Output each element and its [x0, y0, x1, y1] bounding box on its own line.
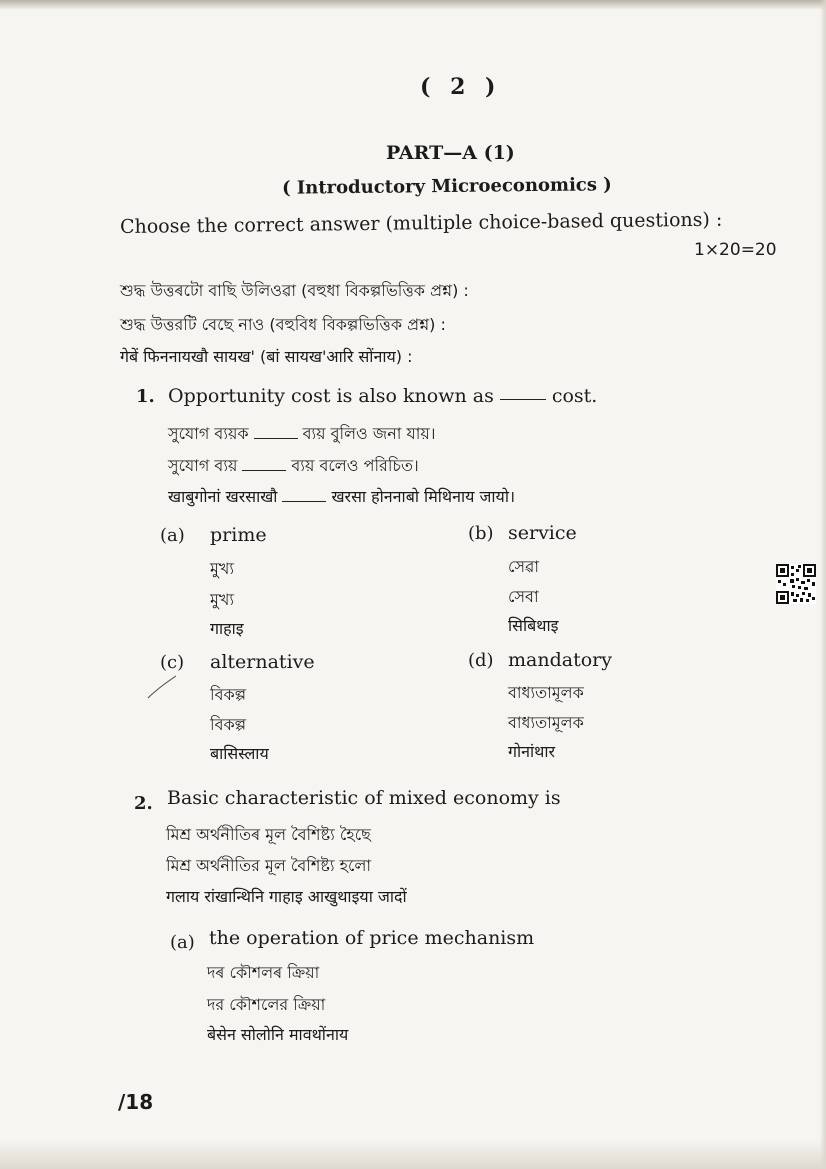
marks-allocation: 1×20=20: [694, 240, 777, 260]
option-b-translation-bengali: সেবা: [508, 587, 539, 606]
answer-blank: [254, 438, 298, 439]
translation-before: সুযোগ ব্যয়: [168, 456, 238, 475]
option-a-letter: (a): [160, 525, 185, 546]
part-title: PART—A (1): [386, 142, 515, 164]
page-top-shadow: [0, 0, 826, 10]
option-d-translation-bodo: गोनांथार: [508, 742, 556, 761]
question-1-text: [168, 385, 597, 407]
question-1-text-after: cost.: [551, 385, 598, 407]
section-subtitle: ( Introductory Microeconomics ): [281, 174, 612, 199]
page-bottom-shadow: [0, 1139, 826, 1169]
option-a-translation-bengali: মুখ্য: [210, 590, 235, 609]
footer-page-code: /18: [118, 1090, 154, 1114]
option-a-text: prime: [210, 524, 267, 546]
q2-option-a-text: the operation of price mechanism: [209, 927, 535, 949]
option-d-translation-bengali: বাধ্যতামূলক: [508, 713, 584, 732]
question-1-translation-bodo: [168, 485, 515, 507]
pen-stroke-mark: [146, 672, 182, 700]
instruction-bengali: শুদ্ধ উত্তরটি বেছে নাও (বহুবিধ বিকল্পভিত্তিক প্রশ্ন) :: [120, 315, 446, 334]
option-c-translation-assamese: বিকল্প: [210, 685, 247, 704]
option-d-letter: (d): [468, 650, 494, 671]
option-c-text: alternative: [210, 651, 315, 673]
page-number: ( 2 ): [420, 74, 502, 100]
option-a-translation-assamese: মুখ্য: [210, 559, 235, 578]
question-2-translation-bengali: মিশ্র অর্থনীতির মূল বৈশিষ্ট্য হলো: [166, 856, 372, 875]
question-2-text: Basic characteristic of mixed economy is: [167, 787, 561, 809]
option-c-translation-bengali: বিকল্প: [210, 715, 247, 734]
q2-option-a-translation-assamese: দৰ কৌশলৰ ক্ৰিয়া: [207, 963, 320, 982]
instruction-assamese: শুদ্ধ উত্তৰটো বাছি উলিওৱা (বহুধা বিকল্পভিত্তিক প্ৰশ্ন) :: [120, 281, 469, 300]
page-right-edge: [820, 0, 826, 1169]
translation-after: खरसा होननाबो मिथिनाय जायो।: [331, 487, 516, 506]
question-2-number: 2.: [134, 793, 153, 814]
instruction-english: Choose the correct answer (multiple choice-based questions) :: [119, 208, 723, 238]
question-1-text-before: Opportunity cost is also known as: [168, 385, 494, 407]
option-a-translation-bodo: गाहाइ: [210, 619, 244, 638]
option-b-translation-assamese: সেৱা: [508, 557, 540, 576]
translation-before: সুযোগ ব্যয়ক: [168, 424, 249, 443]
option-b-letter: (b): [468, 523, 494, 544]
translation-after: ব্যয় বলেও পরিচিত।: [291, 456, 419, 475]
option-b-text: service: [508, 522, 577, 544]
instruction-bodo: गेबें फिननायखौ सायख' (बां सायख'आरि सोंनाय) :: [120, 347, 413, 366]
question-2-translation-bodo: गलाय रांखान्थिनि गाहाइ आखुथाइया जादों: [166, 887, 407, 906]
q2-option-a-translation-bodo: बेसेन सोलोनि मावथोंनाय: [207, 1025, 349, 1044]
q2-option-a-translation-bengali: দর কৌশলের ক্রিয়া: [207, 995, 326, 1014]
answer-blank: [500, 399, 546, 400]
q2-option-a-letter: (a): [170, 932, 195, 953]
question-1-translation-assamese: [168, 421, 436, 448]
option-b-translation-bodo: सिबिथाइ: [508, 616, 559, 635]
qr-code-icon: [776, 564, 816, 604]
option-d-translation-assamese: বাধ্যতামূলক: [508, 683, 584, 702]
option-c-translation-bodo: बासिस्लाय: [210, 744, 269, 763]
option-c-letter: (c): [160, 652, 185, 673]
option-d-text: mandatory: [508, 649, 612, 671]
question-1-translation-bengali: [168, 453, 419, 480]
translation-after: ব্যয় বুলিও জনা যায়।: [302, 424, 436, 443]
question-2-translation-assamese: মিশ্ৰ অৰ্থনীতিৰ মূল বৈশিষ্ট্য হৈছে: [166, 825, 371, 844]
answer-blank: [242, 470, 286, 471]
translation-before: खाबुगोनां खरसाखौ: [168, 487, 278, 506]
question-1-number: 1.: [136, 386, 155, 407]
answer-blank: [282, 501, 326, 502]
